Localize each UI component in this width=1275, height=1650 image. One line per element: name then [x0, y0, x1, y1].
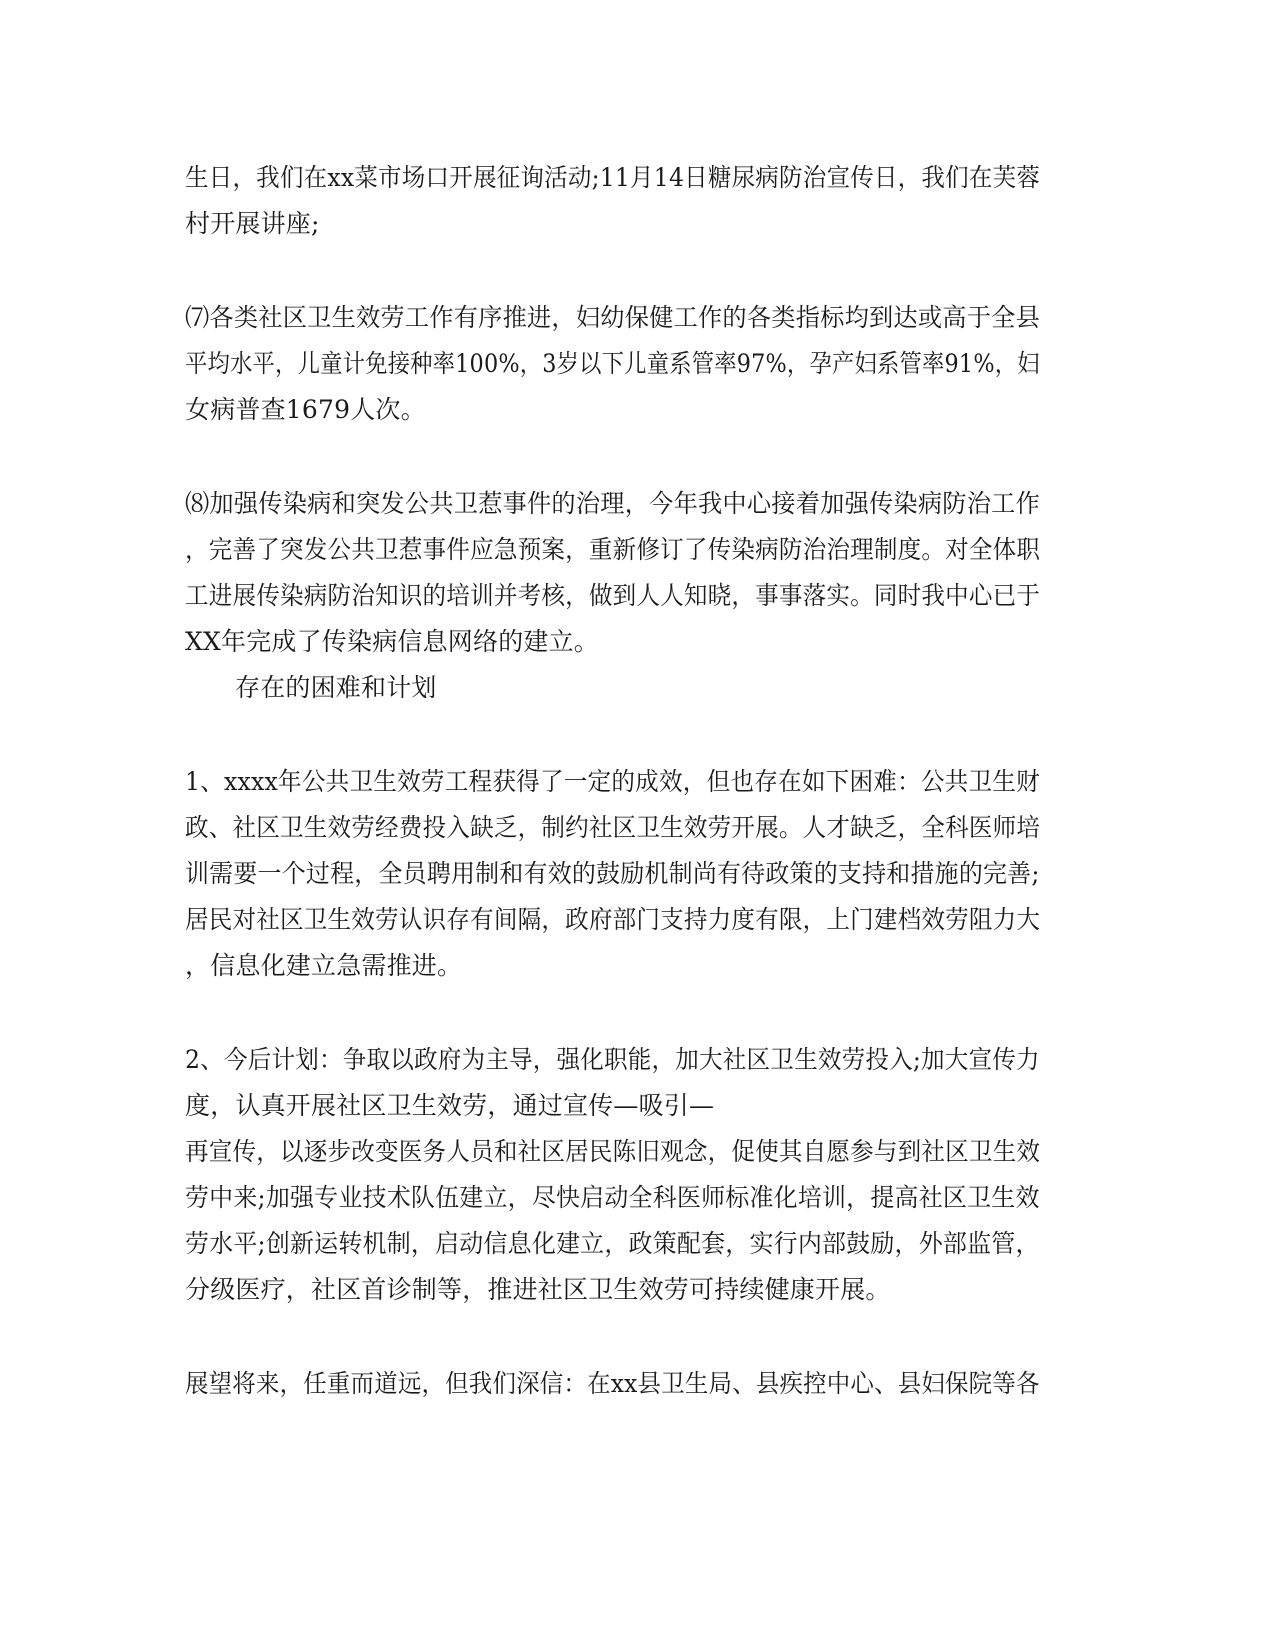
text-line: 度，认真开展社区卫生效劳，通过宣传—吸引—	[185, 1091, 715, 1120]
text-line: ⑺各类社区卫生效劳工作有序推进，妇幼保健工作的各类指标均到达或高于全县	[185, 303, 1041, 332]
section-heading: 存在的困难和计划	[235, 673, 437, 702]
text-line: ，信息化建立急需推进。	[185, 951, 463, 980]
text-line: 工进展传染病防治知识的培训并考核，做到人人知晓，事事落实。同时我中心已于	[185, 581, 1041, 610]
text-line: 劳水平;创新运转机制，启动信息化建立，政策配套，实行内部鼓励，外部监管，	[185, 1229, 1040, 1258]
text-line: 村开展讲座;	[185, 209, 320, 238]
text-line: 居民对社区卫生效劳认识存有间隔，政府部门支持力度有限，上门建档效劳阻力大	[185, 905, 1041, 934]
text-line: 展望将来，任重而道远，但我们深信：在xx县卫生局、县疾控中心、县妇保院等各	[185, 1369, 1040, 1398]
text-line: 政、社区卫生效劳经费投入缺乏，制约社区卫生效劳开展。人才缺乏，全科医师培	[185, 813, 1041, 842]
text-line: 平均水平，儿童计免接种率100%，3岁以下儿童系管率97%，孕产妇系管率91%，妇	[185, 349, 1040, 378]
text-line: 分级医疗，社区首诊制等，推进社区卫生效劳可持续健康开展。	[185, 1275, 891, 1304]
text-line: ⑻加强传染病和突发公共卫惹事件的治理，今年我中心接着加强传染病防治工作	[185, 489, 1041, 518]
text-line: 生日，我们在xx菜市场口开展征询活动;11月14日糖尿病防治宣传日，我们在芙蓉	[185, 163, 1041, 192]
text-line: ，完善了突发公共卫惹事件应急预案，重新修订了传染病防治治理制度。对全体职	[185, 535, 1041, 564]
text-line: XX年完成了传染病信息网络的建立。	[185, 627, 599, 656]
text-line: 女病普查1679人次。	[185, 395, 426, 424]
text-line: 再宣传，以逐步改变医务人员和社区居民陈旧观念，促使其自愿参与到社区卫生效	[185, 1137, 1041, 1166]
text-line: 2、今后计划：争取以政府为主导，强化职能，加大社区卫生效劳投入;加大宣传力	[185, 1045, 1040, 1074]
text-line: 劳中来;加强专业技术队伍建立，尽快启动全科医师标准化培训，提高社区卫生效	[185, 1183, 1040, 1212]
text-line: 1、xxxx年公共卫生效劳工程获得了一定的成效，但也存在如下困难：公共卫生财	[185, 767, 1040, 796]
text-line: 训需要一个过程，全员聘用制和有效的鼓励机制尚有待政策的支持和措施的完善;	[185, 859, 1040, 888]
